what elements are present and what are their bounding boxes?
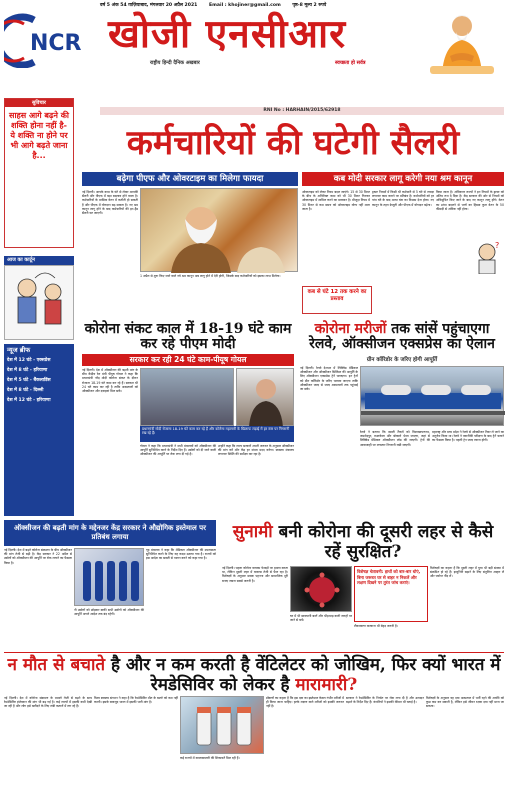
news-brief-item: देश में 12 घंटे - एक्सप्रेस bbox=[7, 358, 51, 363]
thinking-man-illustration bbox=[470, 240, 504, 274]
remdesivir-story-column: विशेषज्ञों के अनुसार यह दवा अस्पताल में भर्ती रहने की अवधि को कुछ कम कर सकती है, लेकिन इसे जीवन रक्षक दवा नहीं माना जा सकता। bbox=[426, 696, 504, 709]
news-brief-item: देश में 8 घंटे - हरियाणा bbox=[7, 368, 48, 373]
lead-story-column: नई दिल्ली। आपके काम के घंटे से लेकर आपकी सैलरी और पीएफ में बड़ा बदलाव होने वाला है। कर्मचारियों के मासिक वेतन में कटौती हो सकती है और पीएफ में योगदान बढ़ सकता है। नए श्रम कानून लागू होने के बाद कर्मचारियों की इन-हैंड सैलरी घट जाएगी। bbox=[82, 190, 138, 216]
oxygen-cylinders-photo bbox=[74, 548, 144, 606]
news-brief-list bbox=[4, 356, 74, 516]
oxygen-express-story-column: रेलवे ने बताया कि खाली टैंकरों को विशाखापत्तनम, जमशेदपुर, राउरकेला और बोकारो भेजा जाएगा, जहां से लिक्विड मेडिकल ऑक्सीजन लोड की जाएगी। ट्रेनों की आवाजाही पर लगातार निगरानी रखी जाएगी। bbox=[360, 430, 430, 447]
second-wave-story-column: नई दिल्ली। पहला कोरोना वायरस फेफड़ों पर हमला करता था, लेकिन दूसरी लहर में वायरस तेजी से फैल रहा है। विशेषज्ञों के अनुसार मास्क पहनना और सामाजिक दूरी बनाए रखना सबसे जरूरी है। bbox=[222, 566, 288, 583]
svg-text:?: ? bbox=[495, 241, 500, 250]
piyush-goyal-photo bbox=[236, 368, 294, 426]
pages-info: पृष्ठ-8 मूल्य 2 रुपये bbox=[292, 3, 327, 8]
oxygen-express-headline-red: कोरोना मरीजों bbox=[314, 321, 387, 337]
meeting-photo bbox=[140, 368, 234, 426]
oxygen-train-photo bbox=[360, 366, 504, 426]
email-info: Email : khojiner@gmail.com bbox=[208, 3, 281, 8]
pm-modi-story-column: उन्होंने कहा कि राज्य सरकारें अपनी जरूरत के अनुसार ऑक्सीजन की मांग करें और केंद्र हर संभव मदद करेगा। स्वास्थ्य मंत्रालय लगातार स्थिति की समीक्षा कर रहा है। bbox=[218, 444, 294, 457]
remdesivir-story-column: कई राज्यों में कालाबाजारी की शिकायतें मिल रही हैं। bbox=[180, 756, 240, 760]
oxygen-ban-headline: ऑक्सीजन की बढ़ती मांग के मद्देनजर केंद्र सरकार ने औद्योगिक इस्तेमाल पर प्रतिबंध लगाया bbox=[4, 520, 216, 546]
second-wave-story-column: घर में भी सावधानी बरतें और भीड़भाड़ वाली जगहों पर जाने से बचें। bbox=[290, 614, 352, 623]
pm-modi-story-column: नई दिल्ली। देश में ऑक्सीजन की बढ़ती मांग के बीच केंद्रीय रेल मंत्री पीयूष गोयल ने कहा कि प्रधानमंत्री नरेंद्र मोदी कोरोना संकट के दौरान रोजाना 18-19 घंटे काम कर रहे हैं। सरकार भी 24 घंटे काम कर रही है ताकि अस्पतालों को ऑक्सीजन और दवाइयां मिल सकें। bbox=[82, 368, 138, 394]
second-wave-headline-rest: बनी कोरोना की दूसरी लहर से कैसे रहें सुरक्षित? bbox=[278, 522, 494, 562]
oxygen-express-headline bbox=[300, 322, 504, 354]
thought-of-day-title: सुविचार bbox=[5, 99, 73, 107]
cartoon-image bbox=[4, 265, 74, 340]
pm-modi-headline: कोरोना संकट काल में 18-19 घंटे काम कर रहे पीएम मोदी bbox=[84, 321, 292, 352]
thought-of-day-box bbox=[4, 98, 74, 248]
remdesivir-story-column: नई दिल्ली। देश में कोरोना संक्रमण के मामले तेजी से बढ़ने के साथ रेमडेसिविर इंजेक्शन की मांग भी बढ़ गई है। कई राज्यों में इसकी कमी देखी जा रही है और लोग इसे खरीदने के लिए लंबी कतारों में लग रहे हैं। bbox=[4, 696, 92, 709]
news-brief-item: देश में 5 घंटे - बैंकलाडिंस bbox=[7, 378, 51, 383]
lead-subhead-right: कब मोदी सरकार लागू करेगी नया श्रम कानून bbox=[302, 172, 504, 186]
lead-story-callout: कब से घंटे 12 तक करने का प्रस्ताव bbox=[302, 286, 372, 314]
cartoon-title: आज का कार्टून bbox=[4, 256, 74, 265]
oxygen-express-story-column: महाराष्ट्र और मध्य प्रदेश ने रेलवे से ऑक्सीजन टैंकर ले जाने का अनुरोध किया था। रेलवे ने तकनीकी परीक्षण के बाद ट्रेनें चलाने का फैसला किया है। पहली ट्रेन जल्द रवाना होगी। bbox=[432, 430, 504, 443]
remdesivir-story-column: डॉक्टरों का कहना है कि इस दवा का इस्तेमाल केवल गंभीर मरीजों में ही किया जाना चाहिए। हल्के लक्षण वाले मरीजों को इसकी जरूरत नहीं है। bbox=[266, 696, 344, 709]
pm-modi-photo bbox=[140, 188, 298, 272]
rni-number: RNI No : HARHAIN/2015/62918 bbox=[100, 107, 504, 115]
oxygen-express-story-column: नई दिल्ली। रेलवे देशभर में लिक्विड मेडिकल ऑक्सीजन और ऑक्सीजन सिलिंडर की आपूर्ति के लिए ऑक्सीजन एक्सप्रेस ट्रेनें चलाएगा। इन ट्रेनों को ग्रीन कॉरिडोर के जरिए चलाया जाएगा ताकि ऑक्सीजन जल्द से जल्द अस्पतालों तक पहुंचाई जा सके। bbox=[300, 366, 358, 392]
lead-story-column: किया जाना है। अधिकतर राज्यों ने इन नियमों के ड्राफ्ट को अंतिम रूप दे दिया है। केंद्र सरकार की ओर से नियमों को अधिसूचित किए जाने के बाद नए कानून लागू होंगे। वेतन का ढांचा बदलने से भत्तों का हिस्सा कुल वेतन के 50 फीसदी से अधिक नहीं होगा। bbox=[436, 190, 504, 211]
pm-modi-story-column: गोयल ने कहा कि प्रधानमंत्री ने सभी मंत्रालयों को ऑक्सीजन की आपूर्ति सुनिश्चित करने के निर्देश दिए हैं। उद्योगों को दी जाने वाली ऑक्सीजन की आपूर्ति पर रोक लगा दी गई है। bbox=[140, 444, 216, 457]
lead-story-column: ड्राफ्ट नियमों में किसी भी कर्मचारी से 5 घंटे से ज्यादा लगातार काम कराने पर प्रतिबंध है। कर्मचारियों को हर पांच घंटे के बाद आधा घंटा का विश्राम देना होगा। नए कानून के तहत ग्रेच्युटी और पीएफ में योगदान बढ़ेगा। bbox=[372, 190, 434, 207]
oxygen-ban-story-column: गृह मंत्रालय ने कहा कि मेडिकल ऑक्सीजन की उपलब्धता सुनिश्चित करने के लिए यह कदम उठाया गया है। राज्यों को इस आदेश का सख्ती से पालन करने को कहा गया है। bbox=[146, 548, 216, 561]
remdesivir-headline-red-end: मारामारी? bbox=[295, 675, 358, 695]
second-wave-headline-red: सुनामी bbox=[232, 522, 273, 542]
issue-info: वर्ष 5 अंक 54 ग़ाज़ियाबाद, मंगलवार 20 अप्रैल 2021 bbox=[100, 3, 198, 8]
thought-of-day-text: साहस आगे बढ़ने की शक्ति होना नहीं है- ये शक्ति ना होने पर भी आगे बढ़ते जाना है... bbox=[9, 111, 69, 160]
masthead-tagline: राष्ट्रीय हिन्दी दैनिक अखबार bbox=[150, 60, 200, 66]
coronavirus-photo bbox=[290, 566, 352, 612]
lead-headline: कर्मचारियों की घटेगी सैलरी bbox=[126, 123, 460, 163]
pm-modi-subhead: सरकार कर रही 24 घंटे काम-पीयूष गोयल bbox=[82, 354, 294, 366]
masthead-title: खोजी एनसीआर bbox=[108, 11, 347, 57]
news-brief-item: देश में 12 घंटे - हरियाणा bbox=[7, 398, 51, 403]
remdesivir-vials-photo bbox=[180, 696, 264, 754]
logo-text: NCR bbox=[30, 31, 82, 56]
lead-subhead-left: बढ़ेगा पीएफ और ओवरटाइम का मिलेगा फायदा bbox=[82, 172, 298, 186]
ncr-logo bbox=[4, 12, 104, 68]
news-brief-item: देश में 8 घंटे - दिल्ली bbox=[7, 388, 44, 393]
sage-illustration bbox=[420, 12, 504, 78]
oxygen-express-subhead: ग्रीन कॉरिडोर के जरिए होगी आपूर्ति bbox=[366, 357, 438, 363]
oxygen-express-headline-rest: तक सांसें पहुंचाएगा रेलवे, ऑक्सीजन एक्सप्रेस का ऐलान bbox=[309, 321, 495, 352]
lead-story-column: ओवरटाइम को लेकर नियम बदल जाएंगे। 15 से 30 मिनट के बीच के अतिरिक्त काम को भी 30 मिनट गिनकर ओवरटाइम में शामिल करने का प्रावधान है। मौजूदा नियम में 30 मिनट से कम समय को ओवरटाइम योग्य नहीं माना जाता है। bbox=[302, 190, 370, 211]
remdesivir-story-column: सरकार ने रेमडेसिविर के निर्यात पर रोक लगा दी है और उत्पादन बढ़ाने के निर्देश दिए हैं। कंपनियों ने इसकी कीमत भी घटाई है। bbox=[346, 696, 424, 705]
remdesivir-headline bbox=[4, 652, 504, 694]
second-wave-story-column: टीकाकरण करवाना भी बेहद जरूरी है। bbox=[354, 624, 398, 628]
second-wave-highlight-box: विशेषज्ञ चेतावनी: हाथों को बार-बार धोएं, बिना जरूरत घर से बाहर न निकलें और लक्षण दिखने पर तुरंत जांच कराएं। bbox=[354, 566, 428, 622]
second-wave-headline bbox=[222, 522, 504, 564]
remdesivir-headline-red: न मौत से बचाते bbox=[7, 655, 106, 675]
oxygen-ban-story-column: नई दिल्ली। देश में बढ़ते कोरोना संक्रमण के बीच ऑक्सीजन की मांग तेजी से बढ़ी है। केंद्र सरकार ने 22 अप्रैल से उद्योगों को ऑक्सीजन की आपूर्ति पर रोक लगाने का फैसला किया है। bbox=[4, 548, 72, 565]
lead-story-under-photo: 1 अप्रैल से शुरू किए जाने वाले नये श्रम कानून अब लागू होने में देरी होगी, जिसके बाद कर्मचारियों को इसका लाभ मिलेगा। bbox=[140, 274, 281, 278]
pm-modi-photo-caption: प्रधानमंत्री मोदी रोजाना 18-19 घंटे काम कर रहे हैं और कोरोना महामारी के खिलाफ लड़ाई में हर स्तर पर निगरानी रख रहे हैं। bbox=[140, 426, 294, 442]
news-brief-title: न्यूज ब्रीफ bbox=[4, 344, 74, 356]
second-wave-story-column: विशेषज्ञों का कहना है कि दूसरी लहर में युवा भी बड़ी संख्या में संक्रमित हो रहे हैं। इम्युनिटी बढ़ाने के लिए संतुलित आहार लें और पर्याप्त नींद लें। bbox=[430, 566, 504, 579]
masthead-tagline-2: स्वच्छता हो सर्वत्र bbox=[335, 60, 366, 66]
remdesivir-headline-mid: है और न कम करती है वेंटिलेटर को जोखिम, फिर क्यों भारत में रेमडेसिविर को लेकर है bbox=[110, 655, 501, 695]
remdesivir-story-column: विश्व स्वास्थ्य संगठन ने कहा है कि रेमडेसिविर मौत के खतरे को कम नहीं करती। इसके बावजूद भारत में इसकी भारी मांग है। bbox=[94, 696, 178, 705]
oxygen-ban-story-column: नौ उद्योगों को छोड़कर बाकी सभी उद्योगों को ऑक्सीजन की आपूर्ति अगले आदेश तक बंद रहेगी। bbox=[74, 608, 144, 617]
